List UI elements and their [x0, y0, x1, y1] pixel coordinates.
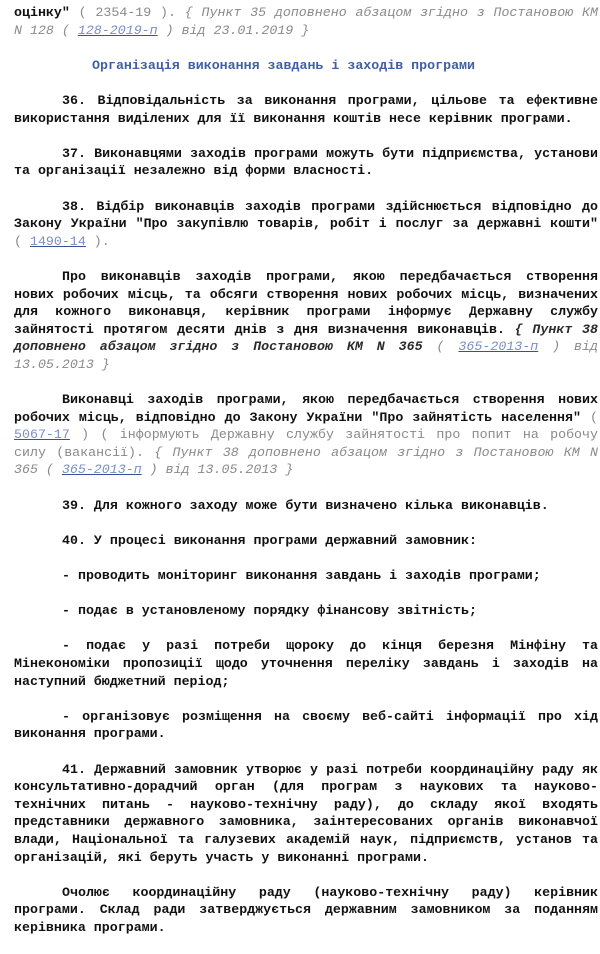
- paragraph-38-ref-close: ).: [85, 233, 110, 249]
- paragraph-38b-note: { Пункт 38 доповнено абзацом згідно з Постановою КМ N 365: [14, 321, 599, 355]
- paragraph-40-item-1: - проводить моніторинг виконання завдань і заходів програми;: [62, 568, 541, 583]
- paragraph-40-item-2: - подає в установленому порядку фінансову звітність;: [62, 603, 477, 619]
- intro-paragraph: [14, 4, 598, 39]
- paragraph-40-item-4: - організовує розміщення на своєму веб-сайті інформації про хід виконання програми.: [14, 708, 598, 742]
- paragraph-38c-ref-open: (: [580, 409, 598, 425]
- paragraph-36: 36. Відповідальність за виконання програми, цільове та ефективне використання виділених для її виконання коштів несе керівник програми.: [14, 92, 598, 126]
- paragraph-40: 40. У процесі виконання програми державний замовник:: [62, 532, 477, 548]
- paragraph-41: 41. Державний замовник утворює у разі потреби координаційну раду як консультативно-дорадчий орган (для програм з наукових та науково-технічних питань - науково-технічну раду), до складу якої входять представники державного замовника, заінтересованих органів виконавчої влади, Національної та галузевих академій наук, підприємств, установ та організацій, які беруть участь у виконанні програми.: [14, 761, 598, 865]
- law-link-5067-17[interactable]: 5067-17: [14, 427, 70, 443]
- amendment-link-365-2013-second[interactable]: 365-2013-п: [61, 462, 142, 478]
- paragraph-38c-note: { Пункт 38 доповнено абзацом згідно з Постановою КМ N 365 (: [14, 444, 598, 478]
- law-link-1490-14[interactable]: 1490-14: [29, 233, 86, 249]
- paragraph-38: [14, 198, 598, 251]
- paragraph-37: 37. Виконавцями заходів програми можуть бути підприємства, установи та організації незалежно від форми власності.: [14, 145, 598, 179]
- paragraph-38b-note-open: (: [422, 339, 459, 355]
- paragraph-41-addendum: Очолює координаційну раду (науково-технічну раду) керівник програми. Склад ради затверджується державним замовником за поданням керівника програми.: [14, 884, 598, 935]
- intro-ref-code: 2354-19: [95, 5, 152, 20]
- paragraph-38c-note-tail: ) від 13.05.2013 }: [141, 462, 294, 478]
- amendment-link-365-2013[interactable]: 365-2013-п: [458, 339, 539, 355]
- intro-ref-open: (: [69, 5, 96, 20]
- paragraph-38-ref-open: (: [14, 233, 30, 249]
- paragraph-38-addendum-1: [14, 268, 598, 374]
- document-body: [14, 4, 598, 954]
- paragraph-38b-text: Про виконавців заходів програми, якою передбачається створення нових робочих місць, та обсяги створення нових робочих місць, визначених для кожного виконавця, керівник програми інформує Державну службу зайнятості протягом десяти днів з дня визначення виконавців.: [14, 268, 598, 337]
- paragraph-38c-text: Виконавці заходів програми, якою передбачається створення нових робочих місць, відповідно до Закону України "Про зайнятість населення": [14, 392, 598, 425]
- amendment-note: { Пункт 35 доповнено абзацом згідно з Постановою КМ N 128 (: [14, 5, 598, 38]
- paragraph-38-text: 38. Відбір виконавців заходів програми здійснюється відповідно до Закону України "Про закупівлю товарів, робіт і послуг за державні кошти": [14, 198, 598, 232]
- paragraph-38c-grey-text: ) ( інформують Державну службу зайнятості про попит на робочу силу (вакансії).: [14, 427, 598, 460]
- paragraph-38b-note-tail: ) від 13.05.2013 }: [14, 339, 598, 372]
- intro-ref-close: ).: [151, 5, 185, 20]
- paragraph-38-addendum-2: [14, 391, 598, 479]
- section-heading: Організація виконання завдань і заходів програми: [92, 57, 476, 73]
- intro-bold-text: оцінку": [14, 5, 70, 20]
- amendment-link-128-2019[interactable]: 128-2019-п: [77, 22, 158, 38]
- paragraph-39: 39. Для кожного заходу може бути визначено кілька виконавців.: [62, 497, 549, 513]
- amendment-note-tail: ) від 23.01.2019 }: [157, 22, 310, 38]
- paragraph-40-item-3: - подає у разі потреби щороку до кінця березня Мінфіну та Мінекономіки пропозиції щодо уточнення переліку завдань і заходів на наступний бюджетний період;: [14, 638, 598, 689]
